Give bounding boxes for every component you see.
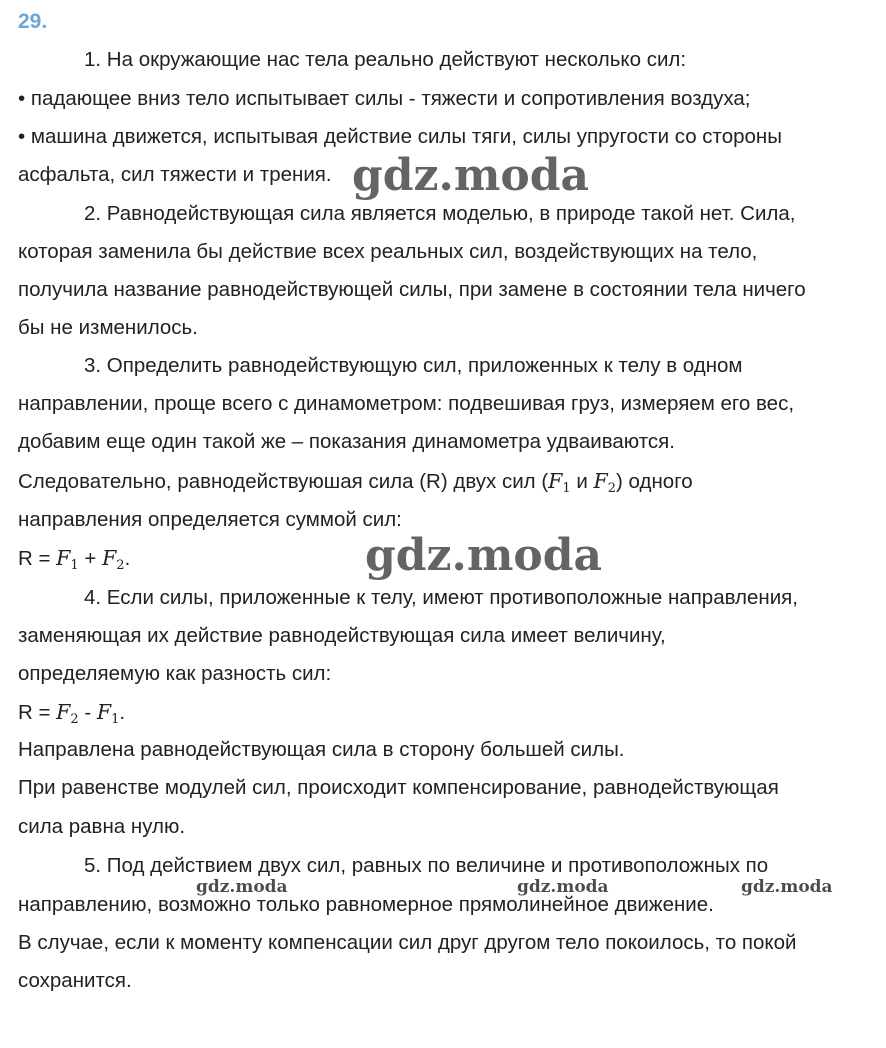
para3-line4 <box>18 468 693 495</box>
para2-line1: 2. Равнодействующая сила является моделью, в природе такой нет. Сила, <box>84 202 796 225</box>
para5-line3: В случае, если к моменту компенсации сил друг другом тело покоилось, то покой <box>18 931 797 954</box>
para3-line2: направлении, проще всего с динамометром: подвешивая груз, измеряем его вес, <box>18 392 795 415</box>
para3-line3: добавим еще один такой же – показания динамометра удваиваются. <box>18 430 675 453</box>
watermark-small-2: gdz.moda <box>517 877 609 897</box>
para5-line2: направлению, возможно только равномерное прямолинейное движение. <box>18 893 714 916</box>
symbol-f2: $F_2$ <box>102 546 125 573</box>
symbol-f1: $F_1$ <box>96 700 120 727</box>
symbol-f1: $F_1$ <box>56 546 79 573</box>
para5-line4: сохранится. <box>18 969 132 992</box>
para2-line4: бы не изменилось. <box>18 316 198 339</box>
para3-line4-suffix: ) одного <box>616 470 693 493</box>
para2-line3: получила название равнодействующей силы, при замене в состоянии тела ничего <box>18 278 806 301</box>
para4-line6: При равенстве модулей сил, происходит компенсирование, равнодействующая <box>18 776 779 799</box>
para3-line1: 3. Определить равнодействующую сил, приложенных к телу в одном <box>84 354 743 377</box>
sum-formula: $R = F_1 + F_2$. <box>18 546 131 573</box>
symbol-f1: $F_1$ <box>548 469 571 496</box>
para4-line7: сила равна нулю. <box>18 815 186 838</box>
para4-line2: заменяющая их действие равнодействующая сила имеет величину, <box>18 624 666 647</box>
para3-line4-and: и <box>570 470 594 493</box>
para3-line4-prefix: Следовательно, равнодействуюшая сила (R) двух сил ( <box>18 470 549 493</box>
para4-line3: определяемую как разность сил: <box>18 662 332 685</box>
para5-line1: 5. Под действием двух сил, равных по величине и противоположных по <box>84 854 769 877</box>
para2-line2: которая заменила бы действие всех реальных сил, воздействующих на тело, <box>18 240 758 263</box>
task-number: 29. <box>18 10 48 33</box>
para4-line5: Направлена равнодействующая сила в сторону большей силы. <box>18 738 625 761</box>
watermark-large-1: gdz.moda <box>352 150 590 201</box>
symbol-f2: $F_2$ <box>56 700 79 727</box>
para1-line2: • падающее вниз тело испытывает силы - тяжести и сопротивления воздуха; <box>18 87 751 110</box>
difference-formula: $R = F_2 - F_1$. <box>18 700 126 727</box>
symbol-f2: $F_2$ <box>593 469 617 496</box>
para1-line1: 1. На окружающие нас тела реально действуют несколько сил: <box>84 48 687 71</box>
para1-line4: асфальта, сил тяжести и трения. <box>18 163 332 186</box>
watermark-small-3: gdz.moda <box>741 877 833 897</box>
para4-line1: 4. Если силы, приложенные к телу, имеют противоположные направления, <box>84 586 798 609</box>
para3-line5: направления определяется суммой сил: <box>18 508 402 531</box>
watermark-small-1: gdz.moda <box>196 877 288 897</box>
para1-line3: • машина движется, испытывая действие силы тяги, силы упругости со стороны <box>18 125 782 148</box>
watermark-large-2: gdz.moda <box>365 530 603 581</box>
